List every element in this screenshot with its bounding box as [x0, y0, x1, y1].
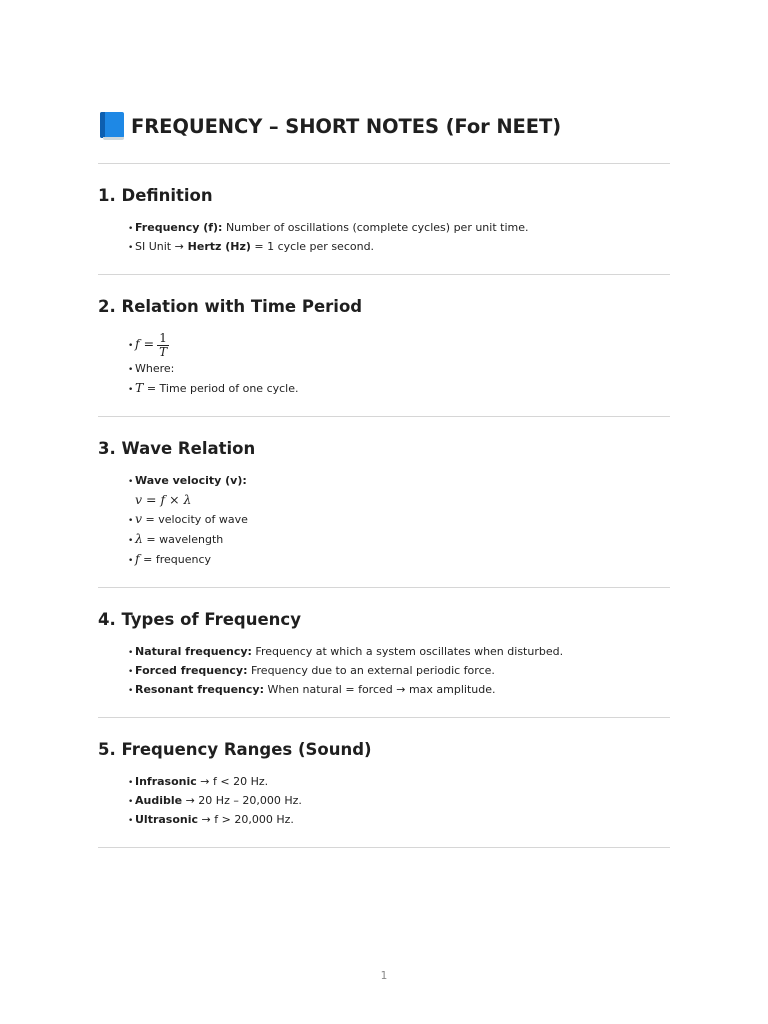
list-item: • SI Unit → Hertz (Hz) = 1 cycle per second.	[128, 240, 375, 253]
page-number: 1	[380, 970, 388, 982]
section-heading: 1. Definition	[98, 186, 213, 205]
fraction: $\frac{1}{T}$	[159, 330, 168, 359]
bullet-list	[98, 643, 670, 700]
list-item: • Natural frequency: Frequency at which a system oscillates when disturbed.	[128, 645, 564, 658]
list-item: • T = Time period of one cycle.	[128, 380, 299, 395]
divider	[98, 163, 670, 164]
divider	[98, 587, 670, 588]
section-heading: 5. Frequency Ranges (Sound)	[98, 740, 372, 759]
bullet-list	[98, 330, 670, 399]
section-definition	[98, 186, 670, 257]
section-wave-relation	[98, 439, 670, 570]
document-title: FREQUENCY – SHORT NOTES (For NEET)	[131, 114, 562, 138]
divider	[98, 717, 670, 718]
section-ranges	[98, 740, 670, 830]
bullet-list	[98, 472, 670, 570]
section-time-period	[98, 297, 670, 399]
section-heading: 3. Wave Relation	[98, 439, 256, 458]
bullet-list	[98, 773, 670, 830]
document-body	[98, 106, 670, 848]
list-item: • Infrasonic → f < 20 Hz.	[128, 775, 269, 788]
list-item: • Forced frequency: Frequency due to an external periodic force.	[128, 664, 495, 677]
list-item: • Audible → 20 Hz – 20,000 Hz.	[128, 794, 302, 807]
section-heading: 2. Relation with Time Period	[98, 297, 363, 316]
wave-equation: v = f × λ	[135, 492, 192, 507]
list-item: • Where:	[128, 362, 175, 375]
divider	[98, 847, 670, 848]
list-item: • v = velocity of wave	[128, 511, 248, 526]
bullet-list	[98, 219, 670, 257]
list-item: • λ = wavelength	[128, 531, 224, 546]
blue-book-icon	[98, 111, 126, 141]
section-types	[98, 610, 670, 700]
list-item: • f = frequency	[128, 551, 212, 566]
section-heading: 4. Types of Frequency	[98, 610, 301, 629]
list-item: • Frequency (f): Number of oscillations (complete cycles) per unit time.	[128, 221, 529, 234]
title-row	[98, 106, 670, 146]
divider	[98, 274, 670, 275]
list-item-equation: • f = $\frac{1}{T}$	[128, 330, 168, 359]
list-item: • Wave velocity (v):	[128, 474, 247, 487]
list-item: • Ultrasonic → f > 20,000 Hz.	[128, 813, 294, 826]
divider	[98, 416, 670, 417]
list-item: • Resonant frequency: When natural = forced → max amplitude.	[128, 683, 496, 696]
